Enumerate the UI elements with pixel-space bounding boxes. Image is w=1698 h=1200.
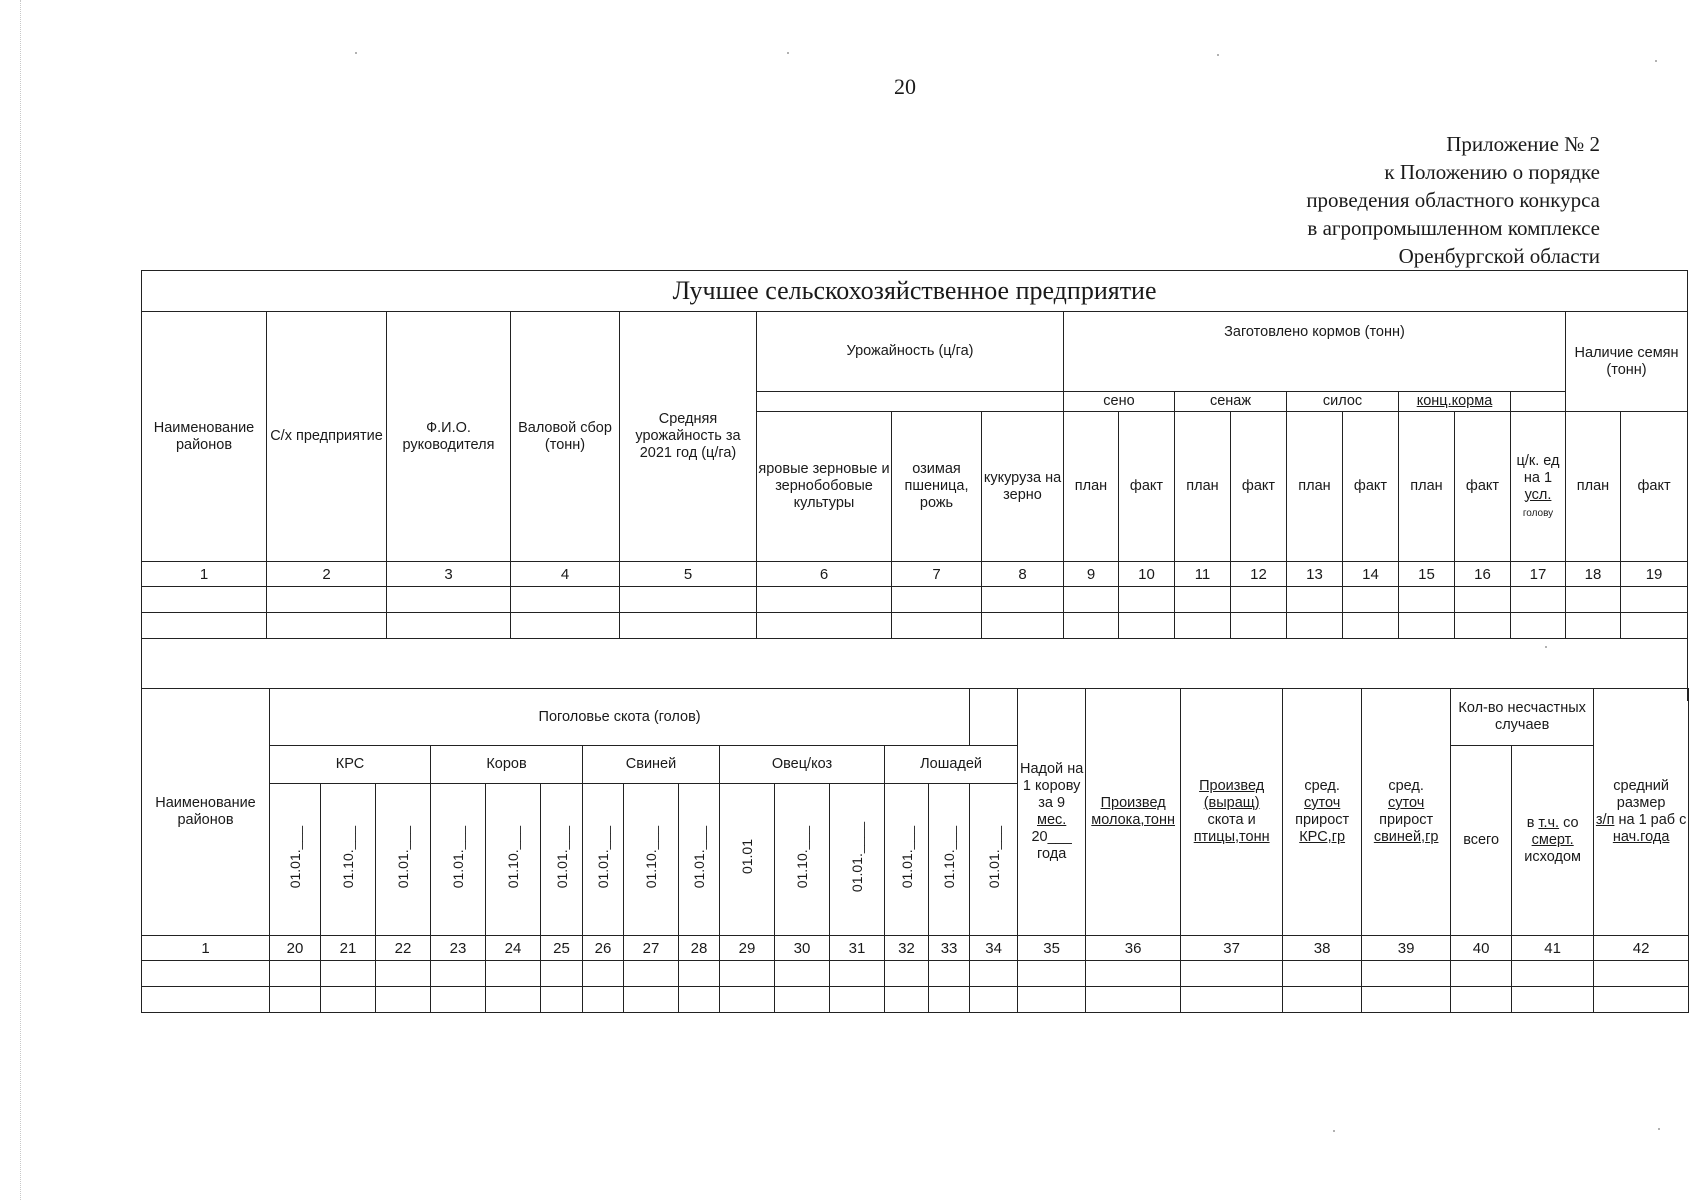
col-number: 1 [142, 562, 267, 587]
cell[interactable] [431, 987, 486, 1013]
pig-gain-top: сред. [1388, 778, 1424, 794]
cell[interactable] [431, 961, 486, 987]
salary-underlined-2: нач.года [1612, 829, 1670, 845]
header-cows: Коров [431, 746, 583, 784]
cell[interactable] [1451, 987, 1512, 1013]
cell[interactable] [679, 987, 720, 1013]
header-krs: КРС [270, 746, 431, 784]
col-number: 5 [620, 562, 757, 587]
margin-line [20, 0, 21, 1200]
cell[interactable] [1283, 961, 1362, 987]
header-enterprise: С/х предприятие [267, 312, 387, 562]
cell[interactable] [1181, 987, 1283, 1013]
col-number: 22 [376, 936, 431, 961]
header-milk-production: Произвед молока,тонн [1086, 689, 1181, 936]
salary-text-2: на 1 раб с [1618, 812, 1687, 828]
cell[interactable] [970, 987, 1018, 1013]
appendix-line: в агропромышленном комплексе [1307, 216, 1600, 240]
fatal-underlined-2: смерт. [1531, 832, 1574, 848]
col-number: 33 [929, 936, 970, 961]
col-number: 40 [1451, 936, 1512, 961]
cell[interactable] [720, 961, 775, 987]
cell[interactable] [720, 987, 775, 1013]
cell[interactable] [1512, 987, 1594, 1013]
cell[interactable] [885, 987, 929, 1013]
col-number: 23 [431, 936, 486, 961]
cell[interactable] [1621, 613, 1688, 639]
header-pigs: Свиней [583, 746, 720, 784]
pig-gain-underlined-2: свиней,гр [1373, 829, 1439, 845]
date-label: 01.10.___ [941, 825, 958, 889]
col-number: 17 [1511, 562, 1566, 587]
cell[interactable] [775, 987, 830, 1013]
appendix-header [1060, 130, 1600, 270]
yield-sub-spacer [757, 392, 1064, 412]
krs-gain-underlined: суточ [1304, 795, 1341, 811]
col-number: 7 [892, 562, 982, 587]
table-1 [141, 270, 1688, 701]
header-corn: кукуруза на зерно [982, 412, 1064, 562]
date-label: 01.01.___ [287, 825, 303, 889]
cell[interactable] [1175, 587, 1231, 613]
cell[interactable] [1086, 961, 1181, 987]
date-cell [624, 784, 679, 936]
header-accidents-total: всего [1451, 746, 1512, 936]
feed-unit-small: голову [1522, 507, 1554, 519]
fatal-text: в [1526, 815, 1535, 831]
cell[interactable] [1621, 587, 1688, 613]
cell[interactable] [142, 587, 267, 613]
cell[interactable] [1566, 613, 1621, 639]
date-cell [775, 784, 830, 936]
col-number: 35 [1018, 936, 1086, 961]
header-seeds: Наличие семян (тонн) [1566, 312, 1688, 412]
cell[interactable] [376, 961, 431, 987]
date-cell [720, 784, 775, 936]
date-label: 01.10.___ [794, 825, 810, 889]
date-label: 01.01.____ [849, 821, 865, 893]
cell[interactable] [321, 987, 376, 1013]
date-cell [376, 784, 431, 936]
cell[interactable] [892, 587, 982, 613]
header-concentrate-fact: факт [1455, 412, 1511, 562]
col-number: 27 [624, 936, 679, 961]
cell[interactable] [583, 987, 624, 1013]
date-label: 01.10.___ [643, 825, 659, 889]
cell[interactable] [267, 587, 387, 613]
cell[interactable] [1231, 587, 1287, 613]
appendix-line: Оренбургской области [1398, 244, 1600, 268]
table-2 [141, 688, 1689, 1013]
date-cell [830, 784, 885, 936]
cell[interactable] [1455, 613, 1511, 639]
header-silage-plan: план [1287, 412, 1343, 562]
header-director: Ф.И.О. руководителя [387, 312, 511, 562]
table-row [142, 987, 1689, 1013]
cell[interactable] [970, 961, 1018, 987]
header-haylage-plan: план [1175, 412, 1231, 562]
krs-gain-underlined-2: КРС,гр [1299, 829, 1346, 845]
header-yield-group: Урожайность (ц/га) [757, 312, 1064, 392]
cell[interactable] [511, 613, 620, 639]
col-number: 32 [885, 936, 929, 961]
col-number: 4 [511, 562, 620, 587]
col-number: 30 [775, 936, 830, 961]
cell[interactable] [142, 987, 270, 1013]
cell[interactable] [1086, 987, 1181, 1013]
milk-yield-text: Надой на 1 корову за 9 [1020, 761, 1084, 811]
col-number: 18 [1566, 562, 1621, 587]
col-number: 11 [1175, 562, 1231, 587]
cell[interactable] [620, 613, 757, 639]
header-meat-production [1181, 689, 1283, 936]
cell[interactable] [1287, 587, 1343, 613]
cell[interactable] [142, 613, 267, 639]
table-row [142, 587, 1688, 613]
header-livestock-group: Поголовье скота (голов) [270, 689, 970, 746]
date-label: 01.01.___ [691, 825, 707, 889]
cell[interactable] [830, 987, 885, 1013]
cell[interactable] [757, 587, 892, 613]
date-cell [486, 784, 541, 936]
date-cell [970, 784, 1018, 936]
header-livestock-blank [970, 689, 1018, 746]
header-milk-yield [1018, 689, 1086, 936]
col-number: 31 [830, 936, 885, 961]
date-cell [929, 784, 970, 936]
cell[interactable] [1512, 961, 1594, 987]
col-number: 6 [757, 562, 892, 587]
col-number: 21 [321, 936, 376, 961]
pig-gain-mid: прирост [1379, 812, 1434, 828]
header-silage: силос [1287, 392, 1399, 412]
header-accidents: Кол-во несчастных случаев [1451, 689, 1594, 746]
cell[interactable] [270, 987, 321, 1013]
cell[interactable] [1018, 961, 1086, 987]
header-feed-unit-blank [1511, 392, 1566, 412]
header-spring-grain: яровые зерновые и зернобобовые культуры [757, 412, 892, 562]
col-number: 2 [267, 562, 387, 587]
cell[interactable] [982, 613, 1064, 639]
header-sheep: Овец/коз [720, 746, 885, 784]
col-number: 39 [1362, 936, 1451, 961]
date-cell [321, 784, 376, 936]
col-number: 12 [1231, 562, 1287, 587]
fatal-text-3: исходом [1524, 849, 1581, 865]
cell[interactable] [1594, 961, 1689, 987]
header-silage-fact: факт [1343, 412, 1399, 562]
col-number: 42 [1594, 936, 1689, 961]
header-district: Наименование районов [142, 689, 270, 936]
scan-dot [355, 52, 357, 54]
cell[interactable] [929, 987, 970, 1013]
date-cell [541, 784, 583, 936]
col-number: 41 [1512, 936, 1594, 961]
cell[interactable] [1362, 961, 1451, 987]
col-number: 34 [970, 936, 1018, 961]
salary-text: средний размер [1613, 778, 1669, 811]
cell[interactable] [142, 961, 270, 987]
header-seeds-plan: план [1566, 412, 1621, 562]
cell[interactable] [624, 961, 679, 987]
col-number: 24 [486, 936, 541, 961]
date-label: 01.10.___ [505, 825, 521, 889]
cell[interactable] [1287, 613, 1343, 639]
cell[interactable] [1594, 987, 1689, 1013]
meat-prod-text: скота и [1207, 812, 1256, 828]
milk-yield-year: 20___ года [1031, 829, 1072, 862]
col-number: 36 [1086, 936, 1181, 961]
cell[interactable] [1064, 613, 1119, 639]
meat-prod-underlined: Произвед (выращ) [1199, 778, 1265, 811]
feed-unit-text: ц/к. ед на 1 [1516, 452, 1560, 486]
table-title: Лучшее сельскохозяйственное предприятие [142, 271, 1688, 312]
cell[interactable] [885, 961, 929, 987]
cell[interactable] [486, 961, 541, 987]
cell[interactable] [387, 587, 511, 613]
cell[interactable] [1283, 987, 1362, 1013]
date-label: 01.01.___ [395, 825, 411, 889]
date-label: 01.01 [739, 839, 755, 875]
meat-prod-underlined-2: птицы,тонн [1193, 829, 1270, 845]
header-district: Наименование районов [142, 312, 267, 562]
cell[interactable] [1455, 587, 1511, 613]
header-pig-daily-gain [1362, 689, 1451, 936]
cell[interactable] [757, 613, 892, 639]
cell[interactable] [511, 587, 620, 613]
cell[interactable] [1181, 961, 1283, 987]
scan-dot [787, 52, 789, 54]
cell[interactable] [1511, 587, 1566, 613]
salary-underlined: з/п [1595, 812, 1615, 828]
cell[interactable] [583, 961, 624, 987]
cell[interactable] [486, 987, 541, 1013]
header-horses: Лошадей [885, 746, 1018, 784]
date-label: 01.01.___ [450, 825, 466, 889]
cell[interactable] [1511, 613, 1566, 639]
cell[interactable] [1018, 987, 1086, 1013]
best-enterprise-table [141, 270, 1687, 701]
cell[interactable] [376, 987, 431, 1013]
cell[interactable] [1064, 587, 1119, 613]
date-cell [679, 784, 720, 936]
date-label: 01.01.___ [898, 825, 915, 889]
pig-gain-underlined: суточ [1388, 795, 1425, 811]
col-number: 1 [142, 936, 270, 961]
cell[interactable] [1566, 587, 1621, 613]
cell[interactable] [892, 613, 982, 639]
cell[interactable] [830, 961, 885, 987]
date-label: 01.01.___ [595, 825, 611, 889]
cell[interactable] [1343, 613, 1399, 639]
col-number: 15 [1399, 562, 1455, 587]
col-number: 25 [541, 936, 583, 961]
date-label: 01.01.___ [985, 825, 1002, 889]
cell[interactable] [775, 961, 830, 987]
date-label: 01.10.___ [340, 825, 356, 889]
col-number: 13 [1287, 562, 1343, 587]
fatal-text-2: со [1563, 815, 1579, 831]
col-number: 9 [1064, 562, 1119, 587]
col-number: 37 [1181, 936, 1283, 961]
header-winter-wheat: озимая пшеница, рожь [892, 412, 982, 562]
cell[interactable] [624, 987, 679, 1013]
header-seeds-fact: факт [1621, 412, 1688, 562]
cell[interactable] [541, 961, 583, 987]
header-feed-unit [1511, 412, 1566, 562]
krs-gain-top: сред. [1304, 778, 1340, 794]
appendix-line: проведения областного конкурса [1306, 188, 1600, 212]
cell[interactable] [620, 587, 757, 613]
cell[interactable] [270, 961, 321, 987]
column-numbers-row [142, 562, 1688, 587]
col-number: 28 [679, 936, 720, 961]
header-hay-fact: факт [1119, 412, 1175, 562]
cell[interactable] [1119, 587, 1175, 613]
scan-dot [1217, 54, 1219, 56]
col-number: 20 [270, 936, 321, 961]
col-number: 14 [1343, 562, 1399, 587]
cell[interactable] [1175, 613, 1231, 639]
scan-dot [1658, 1128, 1660, 1130]
page-number: 20 [894, 74, 916, 99]
date-label: 01.01.___ [553, 825, 570, 889]
header-avg-salary [1594, 689, 1689, 936]
header-gross-harvest: Валовой сбор (тонн) [511, 312, 620, 562]
header-hay: сено [1064, 392, 1175, 412]
col-number: 29 [720, 936, 775, 961]
cell[interactable] [1451, 961, 1512, 987]
col-number: 8 [982, 562, 1064, 587]
cell[interactable] [321, 961, 376, 987]
col-number: 3 [387, 562, 511, 587]
cell[interactable] [1362, 987, 1451, 1013]
date-cell [431, 784, 486, 936]
date-cell [885, 784, 929, 936]
table-row [142, 961, 1689, 987]
fatal-underlined: т.ч. [1538, 815, 1560, 831]
col-number: 10 [1119, 562, 1175, 587]
header-accidents-fatal [1512, 746, 1594, 936]
cell[interactable] [1231, 613, 1287, 639]
header-krs-daily-gain [1283, 689, 1362, 936]
header-hay-plan: план [1064, 412, 1119, 562]
cell[interactable] [267, 613, 387, 639]
milk-yield-underlined: мес. [1036, 812, 1067, 828]
header-haylage-fact: факт [1231, 412, 1287, 562]
date-cell [270, 784, 321, 936]
cell[interactable] [929, 961, 970, 987]
feed-unit-underlined: усл. [1524, 486, 1552, 503]
scan-dot [1655, 60, 1657, 62]
cell[interactable] [387, 613, 511, 639]
scan-dot [1333, 1130, 1335, 1132]
header-feed-group: Заготовлено кормов (тонн) [1064, 312, 1566, 392]
header-concentrate-plan: план [1399, 412, 1455, 562]
col-number: 16 [1455, 562, 1511, 587]
livestock-table [141, 688, 1687, 1013]
column-numbers-row [142, 936, 1689, 961]
cell[interactable] [1399, 613, 1455, 639]
cell[interactable] [982, 587, 1064, 613]
header-avg-yield: Средняя урожайность за 2021 год (ц/га) [620, 312, 757, 562]
appendix-line: к Положению о порядке [1384, 160, 1600, 184]
cell[interactable] [1343, 587, 1399, 613]
header-concentrate: конц.корма [1399, 392, 1511, 412]
krs-gain-mid: прирост [1295, 812, 1350, 828]
cell[interactable] [679, 961, 720, 987]
col-number: 19 [1621, 562, 1688, 587]
col-number: 38 [1283, 936, 1362, 961]
date-cell [583, 784, 624, 936]
appendix-line: Приложение № 2 [1446, 132, 1600, 156]
header-haylage: сенаж [1175, 392, 1287, 412]
table-row [142, 613, 1688, 639]
cell[interactable] [1119, 613, 1175, 639]
cell[interactable] [1399, 587, 1455, 613]
col-number: 26 [583, 936, 624, 961]
cell[interactable] [541, 987, 583, 1013]
